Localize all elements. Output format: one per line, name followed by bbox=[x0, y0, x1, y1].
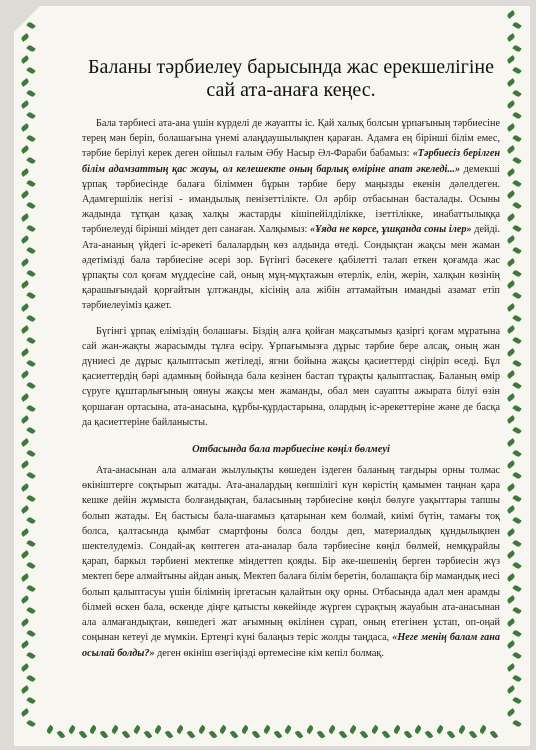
leaf-ornament bbox=[165, 730, 174, 739]
quote-text: «Неге менің балам ғана осылай болды?» bbox=[82, 632, 500, 659]
leaf-ornament bbox=[512, 224, 521, 233]
paragraph-2 bbox=[82, 324, 500, 430]
leaf-ornament bbox=[20, 190, 29, 199]
leaf-ornament bbox=[20, 550, 29, 559]
leaf-ornament bbox=[20, 235, 29, 244]
leaf-ornament bbox=[20, 370, 29, 379]
leaf-ornament bbox=[219, 725, 228, 734]
leaf-ornament bbox=[20, 348, 29, 357]
leaf-ornament bbox=[506, 280, 515, 289]
leaf-ornament bbox=[20, 78, 29, 87]
leaf-ornament bbox=[20, 55, 29, 64]
folded-corner bbox=[14, 6, 40, 32]
leaf-ornament bbox=[506, 640, 515, 649]
leaf-ornament bbox=[20, 123, 29, 132]
leaf-ornament bbox=[506, 10, 515, 19]
leaf-ornament bbox=[26, 629, 35, 638]
leaf-ornament bbox=[262, 725, 271, 734]
leaf-ornament bbox=[197, 725, 206, 734]
leaf-ornament bbox=[26, 89, 35, 98]
leaf-ornament bbox=[512, 336, 521, 345]
leaf-ornament bbox=[26, 426, 35, 435]
leaf-ornament bbox=[512, 606, 521, 615]
leaf-ornament bbox=[241, 725, 250, 734]
leaf-ornament bbox=[26, 404, 35, 413]
leaf-ornament bbox=[100, 730, 109, 739]
leaf-ornament bbox=[26, 246, 35, 255]
bottom-floral-border bbox=[40, 726, 504, 740]
body-text: Бүгінгі ұрпақ еліміздің болашағы. Біздің алға қойған мақсатымыз қазіргі қоғам мұратына сай жан-жақты жарасымды тұлға өсіру. Ұрпағымызға дұрыс тәрбие бере алсақ, оның жан дүниесі де дұрыс қалыптасып жетіледі, ягни бойына жақсы қасиеттерді сіңіріп өседі. Бұл қасиеттердің бәрі адамның бойында бала кезінен бастап тұрақты қалыптаспақ. Баланың өмір сүруге құштарлығының оянуы жақсы мен жаманды, обал мен сауапты ажырата білуі өзін қоршаған ортасына, ата-анасына, құрбы-құрдастарына, олардың іс-әрекеттеріне және де басқа да қасиеттеріне байланысты. bbox=[82, 325, 500, 428]
leaf-ornament bbox=[512, 651, 521, 660]
leaf-ornament bbox=[479, 725, 488, 734]
paragraph-1 bbox=[82, 116, 500, 314]
leaf-ornament bbox=[26, 584, 35, 593]
body-text: дейді. Ата-ананың үйдегі іс-әрекеті балалардың көз алдында өтеді. Сондықтан жақсы мен жаман әдетімізді бала тәрбиесіне әсері зор. Бүгінгі бәсекеге қабілетті талап еткен қоғамда жас ұрпақты сол қоғам мүддесіне сай, оның мұң-мұқтажын өтерлік, елін, жерін, халқын көзінің қарашығындай қорғайтын ұлтжанды, кісінің ала жібін аттамайтын имандыі азамат етіп тәрбиелеуіміз қажет. bbox=[82, 224, 501, 312]
leaf-ornament bbox=[20, 505, 29, 514]
leaf-ornament bbox=[26, 674, 35, 683]
leaf-ornament bbox=[512, 201, 521, 210]
body-text: демекші ұрпақ тәрбиесінде балаға біліммен бұрын тәрбие беру маңызды екенін дәлелдеген. Адамгершілік негізі - имандылық пенізеттілікте. Ол әрбір отбасынан басталады. Осыны жадында тұтқан қазақ халқы жастарды кішіпейілділікке, ізеттілікке, инабаттылыққа тәрбиелеуді бірінші міндет деп санаған. Халқымыз: bbox=[82, 163, 500, 236]
quote-text: «Ұяда не көрсе, ұшқанда соны ілер» bbox=[310, 224, 472, 236]
leaf-ornament bbox=[26, 359, 35, 368]
leaf-ornament bbox=[506, 190, 515, 199]
leaf-ornament bbox=[26, 201, 35, 210]
leaf-ornament bbox=[20, 685, 29, 694]
leaf-ornament bbox=[26, 449, 35, 458]
leaf-ornament bbox=[26, 66, 35, 75]
leaf-ornament bbox=[512, 269, 521, 278]
leaf-ornament bbox=[56, 730, 65, 739]
leaf-ornament bbox=[506, 393, 515, 402]
leaf-ornament bbox=[26, 336, 35, 345]
leaf-ornament bbox=[20, 258, 29, 267]
leaf-ornament bbox=[26, 269, 35, 278]
leaf-ornament bbox=[512, 246, 521, 255]
leaf-ornament bbox=[26, 561, 35, 570]
leaf-ornament bbox=[26, 606, 35, 615]
leaf-ornament bbox=[371, 725, 380, 734]
leaf-ornament bbox=[506, 168, 515, 177]
leaf-ornament bbox=[512, 494, 521, 503]
leaf-ornament bbox=[26, 224, 35, 233]
leaf-ornament bbox=[512, 21, 521, 30]
leaf-ornament bbox=[208, 730, 217, 739]
leaf-ornament bbox=[512, 629, 521, 638]
leaf-ornament bbox=[176, 725, 185, 734]
leaf-ornament bbox=[316, 730, 325, 739]
leaf-ornament bbox=[20, 168, 29, 177]
leaf-ornament bbox=[26, 314, 35, 323]
leaf-ornament bbox=[20, 280, 29, 289]
leaf-ornament bbox=[20, 393, 29, 402]
leaf-ornament bbox=[457, 725, 466, 734]
leaf-ornament bbox=[468, 730, 477, 739]
leaf-ornament bbox=[273, 730, 282, 739]
leaf-ornament bbox=[512, 674, 521, 683]
leaf-ornament bbox=[506, 618, 515, 627]
leaf-ornament bbox=[26, 539, 35, 548]
leaf-ornament bbox=[512, 516, 521, 525]
leaf-ornament bbox=[506, 708, 515, 717]
leaf-ornament bbox=[512, 471, 521, 480]
leaf-ornament bbox=[26, 696, 35, 705]
leaf-ornament bbox=[506, 303, 515, 312]
leaf-ornament bbox=[512, 134, 521, 143]
leaf-ornament bbox=[506, 100, 515, 109]
leaf-ornament bbox=[26, 381, 35, 390]
section-subheading: Отбасында бала тәрбиесіне көңіл бөлмеуі bbox=[192, 444, 390, 456]
leaf-ornament bbox=[512, 44, 521, 53]
leaf-ornament bbox=[512, 359, 521, 368]
leaf-ornament bbox=[20, 528, 29, 537]
leaf-ornament bbox=[89, 725, 98, 734]
leaf-ornament bbox=[67, 725, 76, 734]
leaf-ornament bbox=[20, 438, 29, 447]
leaf-ornament bbox=[132, 725, 141, 734]
leaf-ornament bbox=[20, 213, 29, 222]
leaf-ornament bbox=[26, 179, 35, 188]
leaf-ornament bbox=[506, 78, 515, 87]
leaf-ornament bbox=[512, 314, 521, 323]
leaf-ornament bbox=[512, 291, 521, 300]
article-title: Баланы тәрбиелеу барысында жас ерекшелігіне сай ата-анаға кеңес. bbox=[87, 56, 495, 101]
leaf-ornament bbox=[506, 483, 515, 492]
leaf-ornament bbox=[512, 719, 521, 728]
leaf-ornament bbox=[506, 438, 515, 447]
leaf-ornament bbox=[20, 663, 29, 672]
leaf-ornament bbox=[512, 381, 521, 390]
leaf-ornament bbox=[20, 573, 29, 582]
leaf-ornament bbox=[512, 111, 521, 120]
leaf-ornament bbox=[506, 348, 515, 357]
leaf-ornament bbox=[506, 685, 515, 694]
leaf-ornament bbox=[26, 291, 35, 300]
leaf-ornament bbox=[20, 483, 29, 492]
leaf-ornament bbox=[78, 730, 87, 739]
leaf-ornament bbox=[26, 134, 35, 143]
leaf-ornament bbox=[506, 33, 515, 42]
leaf-ornament bbox=[512, 449, 521, 458]
leaf-ornament bbox=[506, 460, 515, 469]
leaf-ornament bbox=[338, 730, 347, 739]
leaf-ornament bbox=[121, 730, 130, 739]
leaf-ornament bbox=[512, 696, 521, 705]
leaf-ornament bbox=[506, 55, 515, 64]
leaf-ornament bbox=[46, 725, 55, 734]
leaf-ornament bbox=[506, 528, 515, 537]
leaf-ornament bbox=[26, 516, 35, 525]
leaf-ornament bbox=[26, 651, 35, 660]
leaf-ornament bbox=[506, 573, 515, 582]
leaf-ornament bbox=[295, 730, 304, 739]
leaf-ornament bbox=[306, 725, 315, 734]
leaf-ornament bbox=[506, 325, 515, 334]
leaf-ornament bbox=[506, 235, 515, 244]
leaf-ornament bbox=[20, 303, 29, 312]
leaf-ornament bbox=[26, 471, 35, 480]
leaf-ornament bbox=[111, 725, 120, 734]
leaf-ornament bbox=[506, 550, 515, 559]
leaf-ornament bbox=[425, 730, 434, 739]
left-floral-border bbox=[18, 6, 40, 746]
leaf-ornament bbox=[20, 460, 29, 469]
leaf-ornament bbox=[26, 111, 35, 120]
leaf-ornament bbox=[20, 708, 29, 717]
right-floral-border bbox=[504, 6, 526, 746]
quote-text: «Тәрбиесіз берілген білім адамзаттың қас жауы, ол келешекте оның барлық өміріне апат әкеледі...» bbox=[82, 148, 500, 175]
body-text: Бала тәрбиесі ата-ана үшін күрделі де жауапты іс. Қай халық болсын ұрпағының тәрбиесіне терең мән беріп, болашағына үнемі алаңдаушылықпен қараған. Адамға ең бірінші білім емес, тәрбие берілуі керек деген ойшыл ғалым Әбу Насыр Әл-Фараби бабамыз: bbox=[82, 118, 500, 160]
leaf-ornament bbox=[512, 584, 521, 593]
leaf-ornament bbox=[414, 725, 423, 734]
leaf-ornament bbox=[512, 539, 521, 548]
leaf-ornament bbox=[512, 426, 521, 435]
leaf-ornament bbox=[284, 725, 293, 734]
article-content bbox=[82, 56, 500, 661]
leaf-ornament bbox=[512, 66, 521, 75]
leaf-ornament bbox=[512, 561, 521, 570]
leaf-ornament bbox=[186, 730, 195, 739]
leaf-ornament bbox=[506, 415, 515, 424]
leaf-ornament bbox=[446, 730, 455, 739]
leaf-ornament bbox=[506, 123, 515, 132]
leaf-ornament bbox=[506, 258, 515, 267]
leaf-ornament bbox=[20, 415, 29, 424]
leaf-ornament bbox=[512, 404, 521, 413]
leaf-ornament bbox=[20, 618, 29, 627]
leaf-ornament bbox=[26, 494, 35, 503]
leaf-ornament bbox=[506, 505, 515, 514]
leaf-ornament bbox=[512, 179, 521, 188]
leaf-ornament bbox=[403, 730, 412, 739]
leaf-ornament bbox=[20, 640, 29, 649]
leaf-ornament bbox=[349, 725, 358, 734]
leaf-ornament bbox=[512, 89, 521, 98]
leaf-ornament bbox=[436, 725, 445, 734]
leaf-ornament bbox=[154, 725, 163, 734]
leaf-ornament bbox=[20, 145, 29, 154]
leaf-ornament bbox=[230, 730, 239, 739]
leaf-ornament bbox=[26, 156, 35, 165]
leaf-ornament bbox=[327, 725, 336, 734]
leaf-ornament bbox=[506, 595, 515, 604]
leaf-ornament bbox=[506, 370, 515, 379]
leaf-ornament bbox=[143, 730, 152, 739]
leaf-ornament bbox=[392, 725, 401, 734]
leaf-ornament bbox=[506, 145, 515, 154]
leaf-ornament bbox=[26, 719, 35, 728]
paragraph-3 bbox=[82, 463, 500, 661]
body-text: Ата-анасынан ала алмаған жылулықты көшеден іздеген баланың тағдыры орны толмас өкініштерге соқтырып жатады. Ата-аналардың көпшілігі күн көрістің қамымен таңнан қара кешке дейін жұмыста болғандықтан, баласының тәрбиесіне көңіл бөлуге уақыттары тапшы болып жатады. Ең бастысы бала-шағамыз қатарынан кем болмай, киімі бүтін, тамағы тоқ болса, қалтасында қымбат смартфоны болса болды деп, материалдық құндылықпен шектелудеміз. Сондай-ақ көптеген ата-аналар бала тәрбиесіне көңіл бөлмей, немқұрайлы қарап, баркыл тәрбиені мектепке міндеттеп қояды. Бір әке-шешенің берген тәрбиесін жүз мектеп бере алмайтыны айдан анық. Мектеп балаға білім беретін, болашақта бір мамандық иесі болып қалыптасуы үшін білімнің іргетасын қалайтын оқу орны. Отбасында адал мен арамды білмей өскен бала, өскенде діңге қатысты көкейінде жүрген сұрақтың жауабын ата-анасынан ала алмағандықтан, көшедегі жат ағымның өкілінен сұрап, оның етегінен ұстап, оп-оңай соңынан кетеуі де мүмкін. Ертеңгі күні балаңыз теріс жолды таңдаса, bbox=[82, 465, 500, 644]
leaf-ornament bbox=[20, 100, 29, 109]
leaf-ornament bbox=[360, 730, 369, 739]
leaf-ornament bbox=[506, 663, 515, 672]
leaf-ornament bbox=[20, 33, 29, 42]
leaf-ornament bbox=[506, 213, 515, 222]
leaf-ornament bbox=[381, 730, 390, 739]
leaf-ornament bbox=[512, 156, 521, 165]
leaf-ornament bbox=[490, 730, 499, 739]
leaf-ornament bbox=[251, 730, 260, 739]
leaf-ornament bbox=[20, 595, 29, 604]
leaf-ornament bbox=[20, 325, 29, 334]
document-page bbox=[14, 6, 530, 746]
leaf-ornament bbox=[26, 44, 35, 53]
body-text: деген өкініш өзегіңізді өртемесіне кім кепіл болмақ. bbox=[154, 647, 384, 659]
